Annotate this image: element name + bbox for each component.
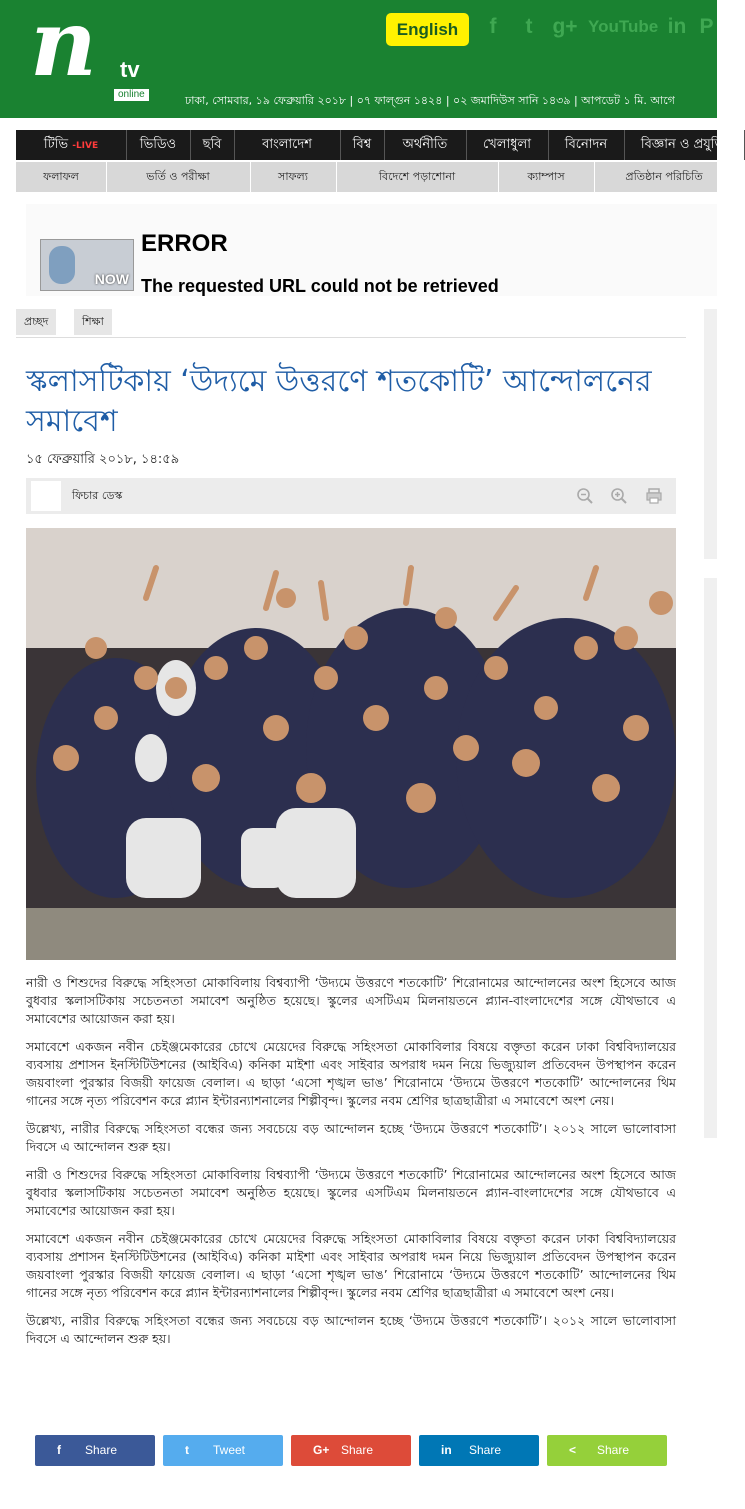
article-photo — [26, 528, 676, 960]
zoom-out-icon[interactable] — [576, 487, 594, 505]
share-icon: < — [569, 1443, 577, 1457]
logo-tv: tv — [120, 57, 140, 82]
facebook-share-button[interactable] — [35, 1435, 155, 1466]
site-header — [0, 0, 717, 118]
nav-item-photo[interactable]: ছবি — [190, 130, 235, 160]
linkedin-icon[interactable]: in — [667, 15, 687, 38]
linkedin-share-button[interactable] — [419, 1435, 539, 1466]
nav-item-entertainment[interactable]: বিনোদন — [548, 130, 625, 160]
nav-item-bangladesh[interactable]: বাংলাদেশ — [234, 130, 341, 160]
right-rail-lower — [704, 578, 717, 1138]
breadcrumb-home[interactable]: প্রচ্ছদ — [16, 309, 56, 335]
nav-item-economy[interactable]: অর্থনীতি — [384, 130, 467, 160]
article-body — [26, 974, 676, 1358]
english-language-button[interactable]: English — [386, 13, 469, 46]
linkedin-icon: in — [441, 1443, 452, 1457]
breadcrumb — [16, 309, 686, 338]
facebook-icon[interactable]: f — [489, 15, 497, 38]
logo-online: online — [114, 89, 149, 101]
twitter-icon[interactable]: t — [525, 15, 533, 38]
pinterest-icon[interactable]: P — [699, 15, 714, 38]
nav-item-label: টিভি — [43, 137, 69, 152]
squid-error-image — [40, 239, 134, 291]
date-line: ঢাকা, সোমবার, ১৯ ফেব্রুয়ারি ২০১৮ | ০৭ ফাল্গুন ১৪২৪ | ০২ জমাদিউস সানি ১৪৩৯ | আপডেট ১ মি. আগে — [185, 94, 675, 107]
article-paragraph: সমাবেশে একজন নবীন চেইঞ্জমেকারের চোখে মেয়েদের বিরুদ্ধে সহিংসতা মোকাবিলার বিষয়ে বক্তৃতা করেন ঢাকা বিশ্ববিদ্যালয়ের ব্যবসায় প্রশাসন ইনস্টিটিউশনের (আইবিএ) কনিকা মাইশা এবং সাইবার অপরাধ দমন নিয়ে ভিজ্যুয়াল প্রতিবেদন উপস্থাপন করেন জয়বাংলা পুরস্কার বিজয়ী ফায়েজ বেলাল। এ ছাড়া ‘এসো শৃঙ্খল ভাঙ’ শিরোনামে ‘উদ্যমে উত্তরণে শতকোটি’ আন্দোলনের থিম গানের সঙ্গে নৃত্য পরিবেশন করে প্ল্যান ইন্টারন্যাশনালের শিল্পীবৃন্দ। স্কুলের নবম শ্রেণির ছাত্রছাত্রীরা এ সমাবেশে অংশ নেয়। — [26, 1231, 676, 1300]
nav-item-sports[interactable]: খেলাধুলা — [466, 130, 549, 160]
share-label: Share — [597, 1443, 630, 1457]
ntv-logo[interactable] — [26, 0, 160, 101]
facebook-icon: f — [57, 1443, 61, 1457]
share-label: Tweet — [213, 1443, 246, 1457]
publish-date: ১৫ ফেব্রুয়ারি ২০১৮, ১৪:৫৯ — [26, 452, 180, 467]
subnav-item-admission[interactable]: ভর্তি ও পরীক্ষা — [106, 162, 251, 192]
article-paragraph: নারী ও শিশুদের বিরুদ্ধে সহিংসতা মোকাবিলায় বিশ্বব্যাপী ‘উদ্যমে উত্তরণে শতকোটি’ শিরোনামের আন্দোলনের অংশ হিসেবে আজ বুধবার স্কলাসটিকায় সচেতনতা সমাবেশ অনুষ্ঠিত হয়েছে। স্কুলের এসটিএম মিলনায়তনে প্ল্যান-বাংলাদেশের সঙ্গে যৌথভাবে এ সমাবেশের আয়োজন করা হয়। — [26, 975, 676, 1026]
author-name[interactable]: ফিচার ডেস্ক — [72, 489, 123, 502]
right-rail — [704, 309, 717, 559]
google-plus-share-button[interactable] — [291, 1435, 411, 1466]
article-paragraph: উল্লেখ্য, নারীর বিরুদ্ধে সহিংসতা বন্ধের জন্য সবচেয়ে বড় আন্দোলন হচ্ছে ‘উদ্যমে উত্তরণে শতকোটি’। ২০১২ সালে ভালোবাসা দিবসে এ আন্দোলন শুরু হয়। — [26, 1313, 676, 1346]
error-title: ERROR — [141, 230, 228, 257]
nav-item-science-tech[interactable]: বিজ্ঞান ও প্রযুক্তি — [624, 130, 745, 160]
sharethis-share-button[interactable] — [547, 1435, 667, 1466]
zoom-in-icon[interactable] — [610, 487, 628, 505]
twitter-share-button[interactable] — [163, 1435, 283, 1466]
subnav-item-institutions[interactable]: প্রতিষ্ঠান পরিচিতি — [594, 162, 735, 192]
share-label: Share — [469, 1443, 502, 1457]
live-badge: -LIVE — [72, 141, 99, 151]
article — [16, 346, 686, 1504]
subnav-item-success[interactable]: সাফল্য — [250, 162, 337, 192]
print-icon[interactable] — [645, 487, 663, 505]
now-label: NOW — [94, 271, 129, 287]
main-nav — [16, 130, 728, 160]
google-plus-icon: G+ — [313, 1443, 330, 1457]
error-message: The requested URL could not be retrieved — [141, 276, 499, 296]
squid-icon — [49, 246, 75, 284]
nav-item-world[interactable]: বিশ্ব — [340, 130, 385, 160]
share-label: Share — [341, 1443, 374, 1457]
author-avatar — [31, 481, 61, 511]
google-plus-icon[interactable]: g+ — [552, 15, 578, 38]
subnav-item-campus[interactable]: ক্যাম্পাস — [498, 162, 595, 192]
sub-nav — [16, 162, 717, 192]
article-paragraph: নারী ও শিশুদের বিরুদ্ধে সহিংসতা মোকাবিলায় বিশ্বব্যাপী ‘উদ্যমে উত্তরণে শতকোটি’ শিরোনামের আন্দোলনের অংশ হিসেবে আজ বুধবার স্কলাসটিকায় সচেতনতা সমাবেশ অনুষ্ঠিত হয়েছে। স্কুলের এসটিএম মিলনায়তনে প্ল্যান-বাংলাদেশের সঙ্গে যৌথভাবে এ সমাবেশের আয়োজন করা হয়। — [26, 1167, 676, 1218]
logo-letter: n — [30, 0, 97, 97]
youtube-icon[interactable]: YouTube — [588, 17, 659, 36]
subnav-item-study-abroad[interactable]: বিদেশে পড়াশোনা — [336, 162, 499, 192]
subnav-item-results[interactable]: ফলাফল — [16, 162, 107, 192]
twitter-icon: t — [185, 1443, 189, 1457]
article-headline: স্কলাসটিকায় ‘উদ্যমে উত্তরণে শতকোটি’ আন্দোলনের সমাবেশ — [26, 364, 652, 439]
share-label: Share — [85, 1443, 118, 1457]
article-paragraph: উল্লেখ্য, নারীর বিরুদ্ধে সহিংসতা বন্ধের জন্য সবচেয়ে বড় আন্দোলন হচ্ছে ‘উদ্যমে উত্তরণে শতকোটি’। ২০১২ সালে ভালোবাসা দিবসে এ আন্দোলন শুরু হয়। — [26, 1121, 676, 1154]
author-bar — [26, 478, 676, 514]
nav-item-tv[interactable] — [16, 130, 127, 160]
error-ad-frame — [26, 204, 717, 296]
group-photo — [26, 528, 676, 960]
article-paragraph: সমাবেশে একজন নবীন চেইঞ্জমেকারের চোখে মেয়েদের বিরুদ্ধে সহিংসতা মোকাবিলার বিষয়ে বক্তৃতা করেন ঢাকা বিশ্ববিদ্যালয়ের ব্যবসায় প্রশাসন ইনস্টিটিউশনের (আইবিএ) কনিকা মাইশা এবং সাইবার অপরাধ দমন নিয়ে ভিজ্যুয়াল প্রতিবেদন উপস্থাপন করেন জয়বাংলা পুরস্কার বিজয়ী ফায়েজ বেলাল। এ ছাড়া ‘এসো শৃঙ্খল ভাঙ’ শিরোনামে ‘উদ্যমে উত্তরণে শতকোটি’ আন্দোলনের থিম গানের সঙ্গে নৃত্য পরিবেশন করে প্ল্যান ইন্টারন্যাশনালের শিল্পীবৃন্দ। স্কুলের নবম শ্রেণির ছাত্রছাত্রীরা এ সমাবেশে অংশ নেয়। — [26, 1039, 676, 1108]
nav-item-video[interactable]: ভিডিও — [126, 130, 191, 160]
breadcrumb-education[interactable]: শিক্ষা — [74, 309, 112, 335]
